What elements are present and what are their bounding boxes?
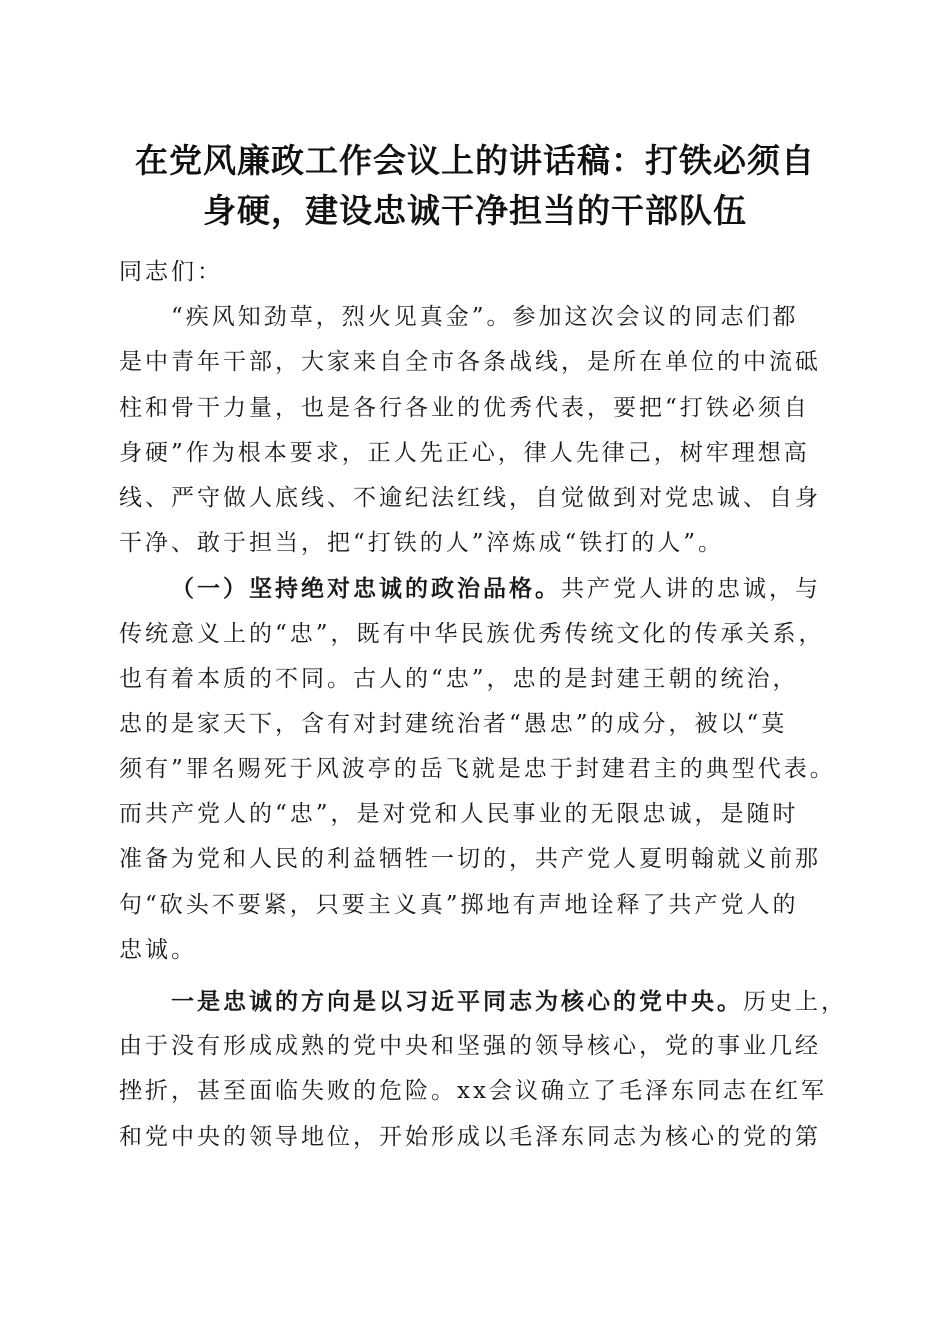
paragraph-line: 须有”罪名赐死于风波亭的岳飞就是忠于封建君主的典型代表。 bbox=[119, 756, 836, 783]
paragraph-line: 干净、敢于担当，把“打铁的人”淬炼成“铁打的人”。 bbox=[119, 530, 725, 557]
paragraph-line: 而共产党人的“忠”，是对党和人民事业的无限忠诚，是随时 bbox=[119, 801, 799, 828]
title-line-2: 身硬，建设忠诚干净担当的干部队伍 bbox=[203, 191, 747, 230]
document-title bbox=[100, 136, 850, 236]
paragraph-line: 忠的是家天下，含有对封建统治者“愚忠”的成分，被以“莫 bbox=[119, 710, 788, 737]
paragraph-line: 和党中央的领导地位，开始形成以毛泽东同志为核心的党的第 bbox=[119, 1123, 821, 1150]
paragraph-first-line bbox=[119, 566, 844, 611]
paragraph-line: “疾风知劲草，烈火见真金”。参加这次会议的同志们都 bbox=[171, 304, 799, 331]
paragraph-line-rest: 历史上， bbox=[743, 989, 847, 1015]
paragraph-line: 句“砍头不要紧，只要主义真”掷地有声地诠释了共产党人的 bbox=[119, 891, 799, 918]
section-heading: （一）坚持绝对忠诚的政治品格。 bbox=[171, 575, 561, 603]
paragraph-line: 忠诚。 bbox=[119, 936, 197, 963]
paragraph-3 bbox=[119, 979, 847, 1160]
paragraph-line: 挫折，甚至面临失败的危险。xx会议确立了毛泽东同志在红军 bbox=[119, 1078, 827, 1105]
paragraph-line: 线、严守做人底线、不逾纪法红线，自觉做到对党忠诚、自身 bbox=[119, 484, 821, 511]
paragraph-1 bbox=[119, 295, 844, 566]
salutation: 同志们： bbox=[119, 259, 223, 285]
paragraph-line: 是中青年干部，大家来自全市各条战线，是所在单位的中流砥 bbox=[119, 349, 821, 376]
paragraph-line: 身硬”作为根本要求，正人先正心，律人先律己，树牢理想高 bbox=[119, 439, 810, 466]
paragraph-2 bbox=[119, 566, 844, 973]
paragraph-line: 柱和骨干力量，也是各行各业的优秀代表，要把“打铁必须自 bbox=[119, 394, 810, 421]
paragraph-first-line bbox=[119, 979, 847, 1024]
paragraph-line: 也有着本质的不同。古人的“忠”，忠的是封建王朝的统治， bbox=[119, 665, 799, 692]
section-heading: 一是忠诚的方向是以习近平同志为核心的党中央。 bbox=[171, 988, 743, 1015]
title-line-1: 在党风廉政工作会议上的讲话稿：打铁必须自 bbox=[135, 141, 815, 180]
paragraph-line-rest: 共产党人讲的忠诚，与 bbox=[561, 576, 821, 603]
paragraph-line: 准备为党和人民的利益牺牲一切的，共产党人夏明翰就义前那 bbox=[119, 846, 821, 873]
paragraph-line: 由于没有形成成熟的党中央和坚强的领导核心，党的事业几经 bbox=[119, 1033, 821, 1060]
paragraph-line: 传统意义上的“忠”，既有中华民族优秀传统文化的传承关系， bbox=[119, 620, 825, 647]
document-body bbox=[119, 250, 847, 1160]
